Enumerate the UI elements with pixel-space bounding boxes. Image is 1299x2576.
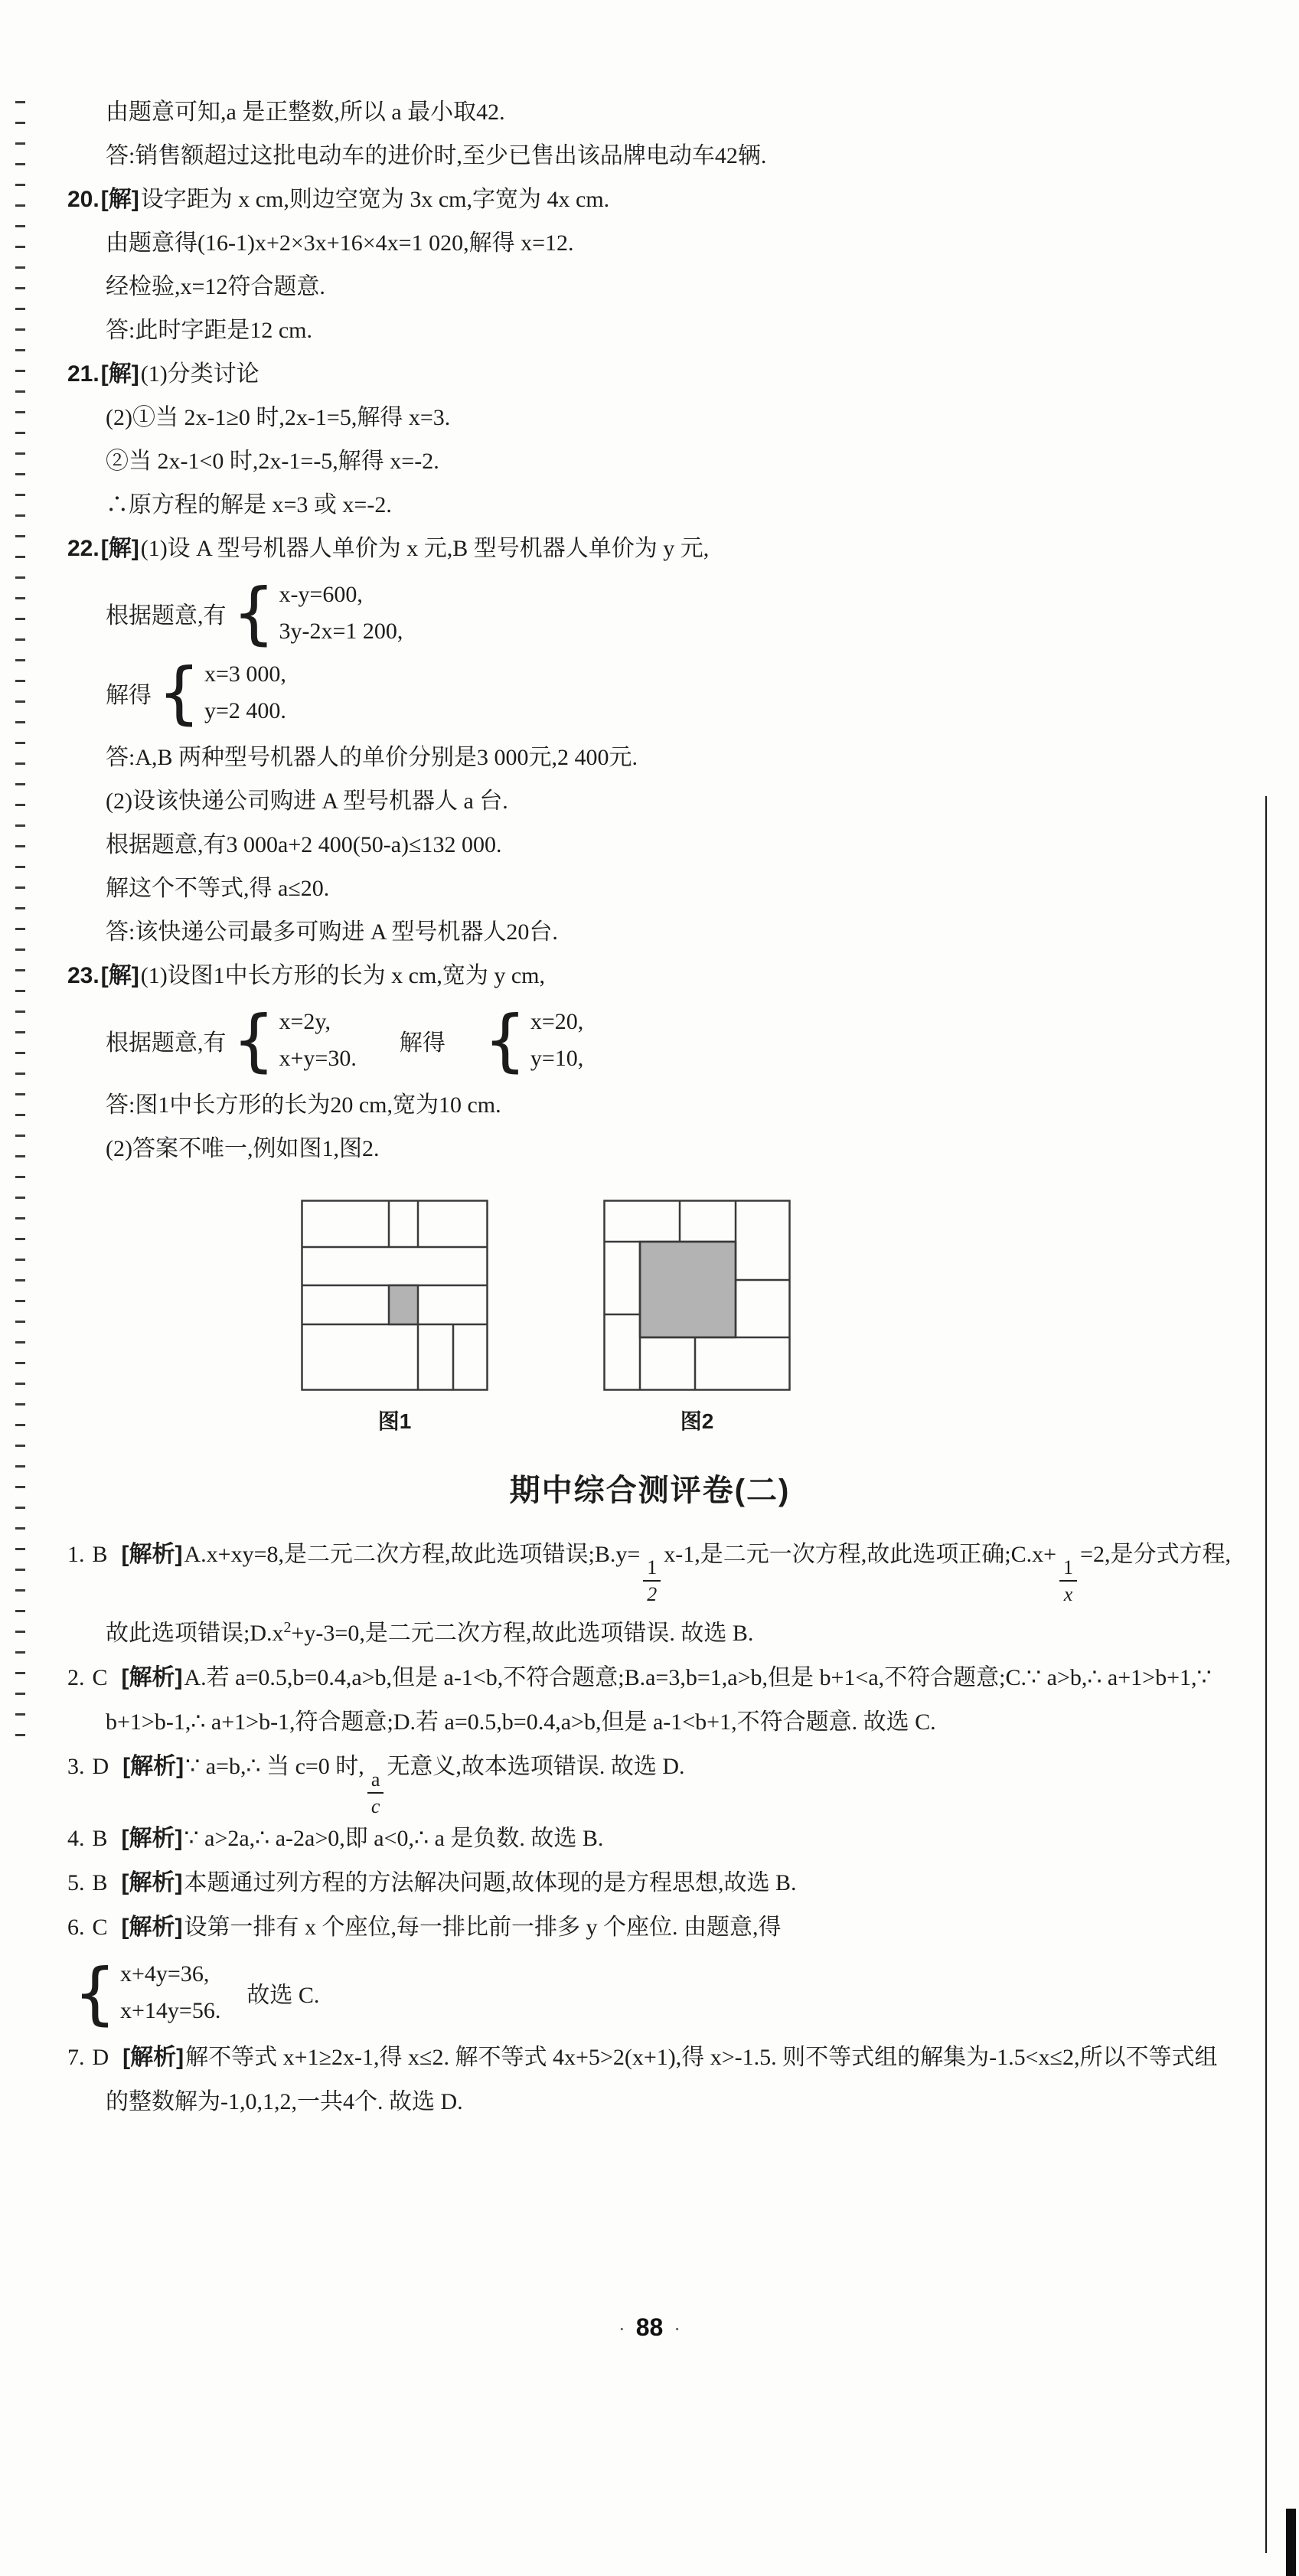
brace-symbol: { — [483, 1001, 527, 1080]
answer-letter: B — [92, 1826, 108, 1852]
equation-system — [73, 1953, 221, 2032]
equation-row: x+14y=56. — [120, 1998, 221, 2024]
system-prefix: 根据题意,有 — [106, 1030, 227, 1056]
problem-22 — [67, 527, 1232, 570]
problem-number: 20. — [67, 187, 100, 212]
equation-row: x=2y, — [279, 1009, 331, 1034]
brace-symbol: { — [232, 573, 276, 653]
answer-letter: C — [92, 1915, 108, 1941]
page-content — [67, 90, 1232, 2124]
exponent: 2 — [283, 1618, 292, 1636]
answer-letter: D — [92, 2045, 109, 2071]
answer-item-3 — [67, 1745, 1232, 1817]
figure-2-label: 图2 — [680, 1409, 714, 1433]
analysis-text: 无意义,故本选项错误. 故选 D. — [387, 1753, 685, 1779]
fraction — [643, 1557, 661, 1605]
problem-21 — [67, 352, 1232, 396]
solution-line: 答:A,B 两种型号机器人的单价分别是3 000元,2 400元. — [106, 745, 638, 770]
item-number: 5. — [67, 1870, 85, 1896]
equation-row: x+4y=36, — [120, 1961, 210, 1987]
analysis-tag: [解析] — [122, 2045, 184, 2071]
page-footer — [0, 2313, 1299, 2342]
answer-letter: B — [92, 1870, 108, 1896]
page-number: 88 — [635, 2313, 664, 2341]
item-number: 4. — [67, 1826, 85, 1852]
analysis-text: x-1,是二元一次方程,故此选项正确;C.x+ — [664, 1542, 1057, 1567]
figure-1 — [301, 1200, 488, 1435]
solution-line: 解这个不等式,得 a≤20. — [106, 876, 330, 901]
solution-text: (1)设 A 型号机器人单价为 x 元,B 型号机器人单价为 y 元, — [140, 536, 710, 561]
analysis-text: A.x+xy=8,是二元二次方程,故此选项错误;B.y= — [184, 1542, 641, 1567]
solution-line: (2)答案不唯一,例如图1,图2. — [106, 1136, 380, 1161]
answer-letter: B — [92, 1542, 108, 1567]
analysis-text: 设第一排有 x 个座位,每一排比前一排多 y 个座位. 由题意,得 — [184, 1915, 782, 1941]
system-rows — [120, 1956, 220, 2029]
brace-symbol: { — [73, 1953, 116, 2032]
answer-letter: C — [92, 1664, 108, 1690]
equation-row: x=3 000, — [204, 661, 286, 687]
equation-system — [232, 1001, 357, 1080]
system-rows — [279, 1004, 357, 1077]
equation-row: x+y=30. — [279, 1046, 357, 1071]
answer-item-7 — [67, 2036, 1232, 2124]
analysis-text: 解不等式 x+1≥2x-1,得 x≤2. 解不等式 4x+5>2(x+1),得 x>-1.5. 则不等式组的解集为-1.5<x≤2,所以不等式组的整数解为-1,0,1,2,一共4个. 故选 D. — [106, 2045, 1218, 2115]
figures-row — [301, 1200, 1232, 1435]
item-number: 3. — [67, 1753, 85, 1779]
equation-system — [232, 573, 403, 653]
equation-system-line — [67, 1953, 1232, 2032]
equation-system-line — [67, 1001, 1232, 1080]
brace-symbol: { — [232, 1001, 276, 1080]
solution-line: 答:该快递公司最多可购进 A 型号机器人20台. — [106, 919, 558, 945]
item-number: 7. — [67, 2045, 85, 2071]
analysis-text: +y-3=0,是二元二次方程,故此选项错误. 故选 B. — [291, 1620, 754, 1646]
problem-number: 21. — [67, 361, 100, 387]
analysis-text: =2,是分式方程,故此选项错误;D.x — [106, 1542, 1231, 1646]
fraction-numerator: 1 — [1059, 1557, 1077, 1582]
analysis-tag: [解析] — [121, 1826, 183, 1852]
figure-1-label: 图1 — [377, 1409, 412, 1433]
system-connector: 解得 — [399, 1030, 446, 1056]
system-rows — [279, 576, 403, 650]
equation-row: y=10, — [530, 1046, 584, 1071]
solution-text: (1)分类讨论 — [140, 361, 259, 387]
fraction — [367, 1769, 384, 1817]
equation-row: y=2 400. — [204, 698, 286, 723]
solution-line: 答:此时字距是12 cm. — [106, 318, 312, 343]
analysis-text: A.若 a=0.5,b=0.4,a>b,但是 a-1<b,不符合题意;B.a=3,b=1,a>b,但是 b+1<a,不符合题意;C.∵ a>b,∴ a+1>b+1,∵ b+1>b-1,∴ a+1>b-1,符合题意;D.若 a=0.5,b=0.4,a>b,但是 a-1<b+1,不符合题意. 故选 C. — [106, 1664, 1212, 1735]
item-number: 2. — [67, 1664, 85, 1690]
section-title: 期中综合测评卷(二) — [509, 1474, 791, 1507]
analysis-tag: [解析] — [121, 1664, 183, 1690]
answer-item-1 — [67, 1533, 1232, 1656]
item-number: 1. — [67, 1542, 85, 1567]
answer-item-5 — [67, 1861, 1232, 1905]
solution-tag: [解] — [100, 361, 139, 387]
analysis-tag: [解析] — [121, 1915, 183, 1941]
footer-dot: · — [618, 2318, 625, 2340]
system-rows — [204, 656, 286, 730]
system-prefix: 根据题意,有 — [106, 603, 227, 628]
equation-system-line — [67, 573, 1232, 653]
footer-dot: · — [674, 2318, 681, 2340]
analysis-text: ∵ a=b,∴ 当 c=0 时, — [185, 1753, 364, 1779]
analysis-tag: [解析] — [121, 1870, 183, 1896]
corner-mark — [1286, 2509, 1296, 2576]
solution-line: 答:图1中长方形的长为20 cm,宽为10 cm. — [106, 1092, 501, 1118]
equation-row: x-y=600, — [279, 582, 363, 607]
solution-line: (2)①当 2x-1≥0 时,2x-1=5,解得 x=3. — [106, 405, 451, 430]
equation-system-line — [67, 653, 1232, 733]
fraction-denominator: x — [1063, 1583, 1073, 1606]
fraction — [1059, 1557, 1077, 1605]
page-edge-line — [1265, 796, 1267, 2553]
solution-line: ∴原方程的解是 x=3 或 x=-2. — [106, 492, 392, 517]
problem-number: 23. — [67, 963, 100, 988]
fraction-numerator: 1 — [643, 1557, 661, 1582]
answer-item-4 — [67, 1817, 1232, 1861]
figure-2-diagram — [603, 1200, 791, 1391]
solution-line: 由题意得(16-1)x+2×3x+16×4x=1 020,解得 x=12. — [106, 230, 574, 256]
equation-system — [483, 1001, 584, 1080]
fraction-numerator: a — [367, 1769, 384, 1794]
solution-tag: [解] — [100, 536, 139, 561]
brace-symbol: { — [158, 653, 201, 733]
analysis-tag: [解析] — [121, 1542, 183, 1567]
answer-item-2 — [67, 1656, 1232, 1745]
solution-line: 答:销售额超过这批电动车的进价时,至少已售出该品牌电动车42辆. — [106, 143, 767, 168]
figure-1-diagram — [301, 1200, 488, 1391]
answer-item-6 — [67, 1905, 1232, 1950]
analysis-text: 本题通过列方程的方法解决问题,故体现的是方程思想,故选 B. — [184, 1870, 797, 1896]
problem-23 — [67, 954, 1232, 997]
shaded-square — [640, 1242, 736, 1337]
solution-line: 经检验,x=12符合题意. — [106, 274, 325, 299]
figure-2 — [603, 1200, 791, 1435]
problem-number: 22. — [67, 536, 100, 561]
problem-20 — [67, 178, 1232, 221]
equation-system — [158, 653, 286, 733]
solution-line: ②当 2x-1<0 时,2x-1=-5,解得 x=-2. — [106, 449, 439, 474]
analysis-text: 故选 C. — [246, 1983, 320, 2009]
solution-text: 设字距为 x cm,则边空宽为 3x cm,字宽为 4x cm. — [140, 187, 610, 212]
item-number: 6. — [67, 1915, 85, 1941]
solution-line: 由题意可知,a 是正整数,所以 a 最小取42. — [106, 100, 505, 125]
solution-line: 根据题意,有3 000a+2 400(50-a)≤132 000. — [106, 832, 502, 857]
shaded-square — [389, 1285, 418, 1324]
answer-letter: D — [92, 1753, 109, 1779]
analysis-text: ∵ a>2a,∴ a-2a>0,即 a<0,∴ a 是负数. 故选 B. — [184, 1826, 604, 1852]
analysis-tag: [解析] — [122, 1753, 184, 1779]
solution-tag: [解] — [100, 187, 139, 212]
fraction-denominator: 2 — [647, 1583, 658, 1606]
system-rows — [530, 1004, 583, 1077]
fraction-denominator: c — [370, 1794, 380, 1817]
binding-marks — [15, 101, 25, 1755]
solution-line: (2)设该快递公司购进 A 型号机器人 a 台. — [106, 788, 508, 814]
solution-text: (1)设图1中长方形的长为 x cm,宽为 y cm, — [140, 963, 545, 988]
system-prefix: 解得 — [106, 683, 152, 708]
equation-row: x=20, — [530, 1009, 584, 1034]
equation-row: 3y-2x=1 200, — [279, 619, 403, 644]
solution-tag: [解] — [100, 963, 139, 988]
